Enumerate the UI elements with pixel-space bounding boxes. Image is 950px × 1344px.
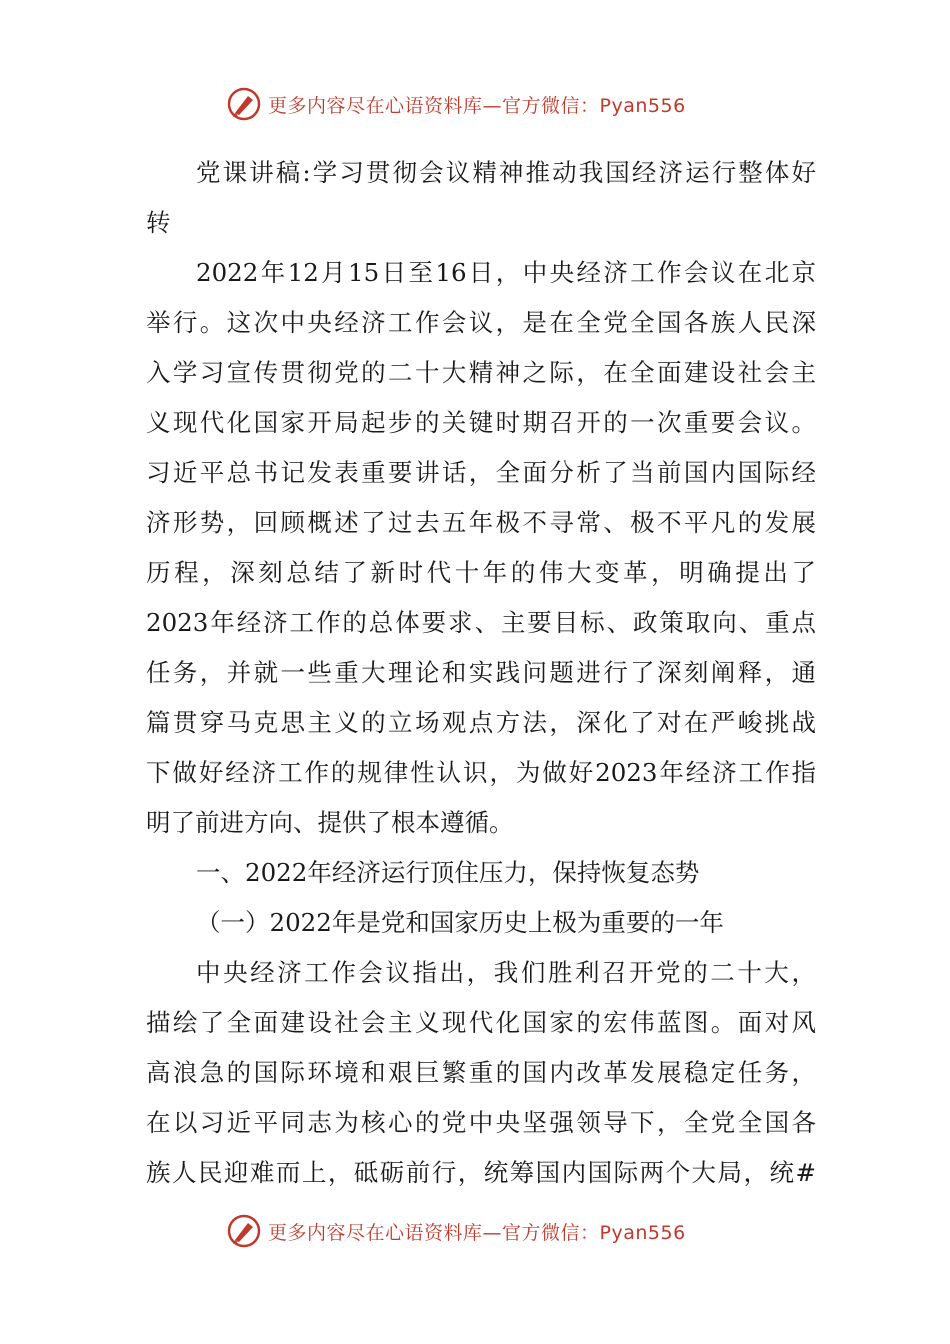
paragraph-line: 义现代化国家开局起步的关键时期召开的一次重要会议。 xyxy=(146,408,816,437)
watermark-banner-bottom xyxy=(226,1211,686,1251)
paragraph-line: 在以习近平同志为核心的党中央坚强领导下，全党全国各 xyxy=(146,1108,816,1137)
paragraph-line: 族人民迎难而上，砥砺前行，统筹国内国际两个大局，统# xyxy=(146,1158,816,1187)
paragraph-line: 举行。这次中央经济工作会议，是在全党全国各族人民深 xyxy=(146,308,816,337)
paragraph-line: 中央经济工作会议指出，我们胜利召开党的二十大， xyxy=(196,958,816,987)
document-body xyxy=(146,148,816,1198)
title-line: 转 xyxy=(146,208,171,237)
paragraph-line: 高浪急的国际环境和艰巨繁重的国内改革发展稳定任务， xyxy=(146,1058,816,1087)
paragraph-line: 历程，深刻总结了新时代十年的伟大变革，明确提出了 xyxy=(146,558,816,587)
pen-nib-circle-icon xyxy=(226,86,262,122)
paragraph-line: 任务，并就一些重大理论和实践问题进行了深刻阐释，通 xyxy=(146,658,816,687)
paragraph-line: 入学习宣传贯彻党的二十大精神之际，在全面建设社会主 xyxy=(146,358,816,387)
watermark-text: 更多内容尽在心语资料库—官方微信：Pyan556 xyxy=(268,1221,686,1244)
watermark-text: 更多内容尽在心语资料库—官方微信：Pyan556 xyxy=(268,94,686,117)
paragraph-line: 2022年12月15日至16日，中央经济工作会议在北京 xyxy=(196,258,816,287)
paragraph-line: 2023年经济工作的总体要求、主要目标、政策取向、重点 xyxy=(146,608,816,637)
paragraph-line: 明了前进方向、提供了根本遵循。 xyxy=(146,808,514,837)
subsection-heading: （一）2022年是党和国家历史上极为重要的一年 xyxy=(196,908,724,937)
section-heading: 一、2022年经济运行顶住压力，保持恢复态势 xyxy=(196,858,700,887)
paragraph-line: 下做好经济工作的规律性认识，为做好2023年经济工作指 xyxy=(146,758,816,787)
paragraph-line: 描绘了全面建设社会主义现代化国家的宏伟蓝图。面对风 xyxy=(146,1008,816,1037)
title-line: 党课讲稿:学习贯彻会议精神推动我国经济运行整体好 xyxy=(196,158,816,187)
paragraph-line: 济形势，回顾概述了过去五年极不寻常、极不平凡的发展 xyxy=(146,508,816,537)
paragraph-line: 习近平总书记发表重要讲话，全面分析了当前国内国际经 xyxy=(146,458,816,487)
pen-nib-circle-icon xyxy=(226,1213,262,1249)
paragraph-line: 篇贯穿马克思主义的立场观点方法，深化了对在严峻挑战 xyxy=(146,708,816,737)
watermark-banner-top xyxy=(226,84,686,124)
